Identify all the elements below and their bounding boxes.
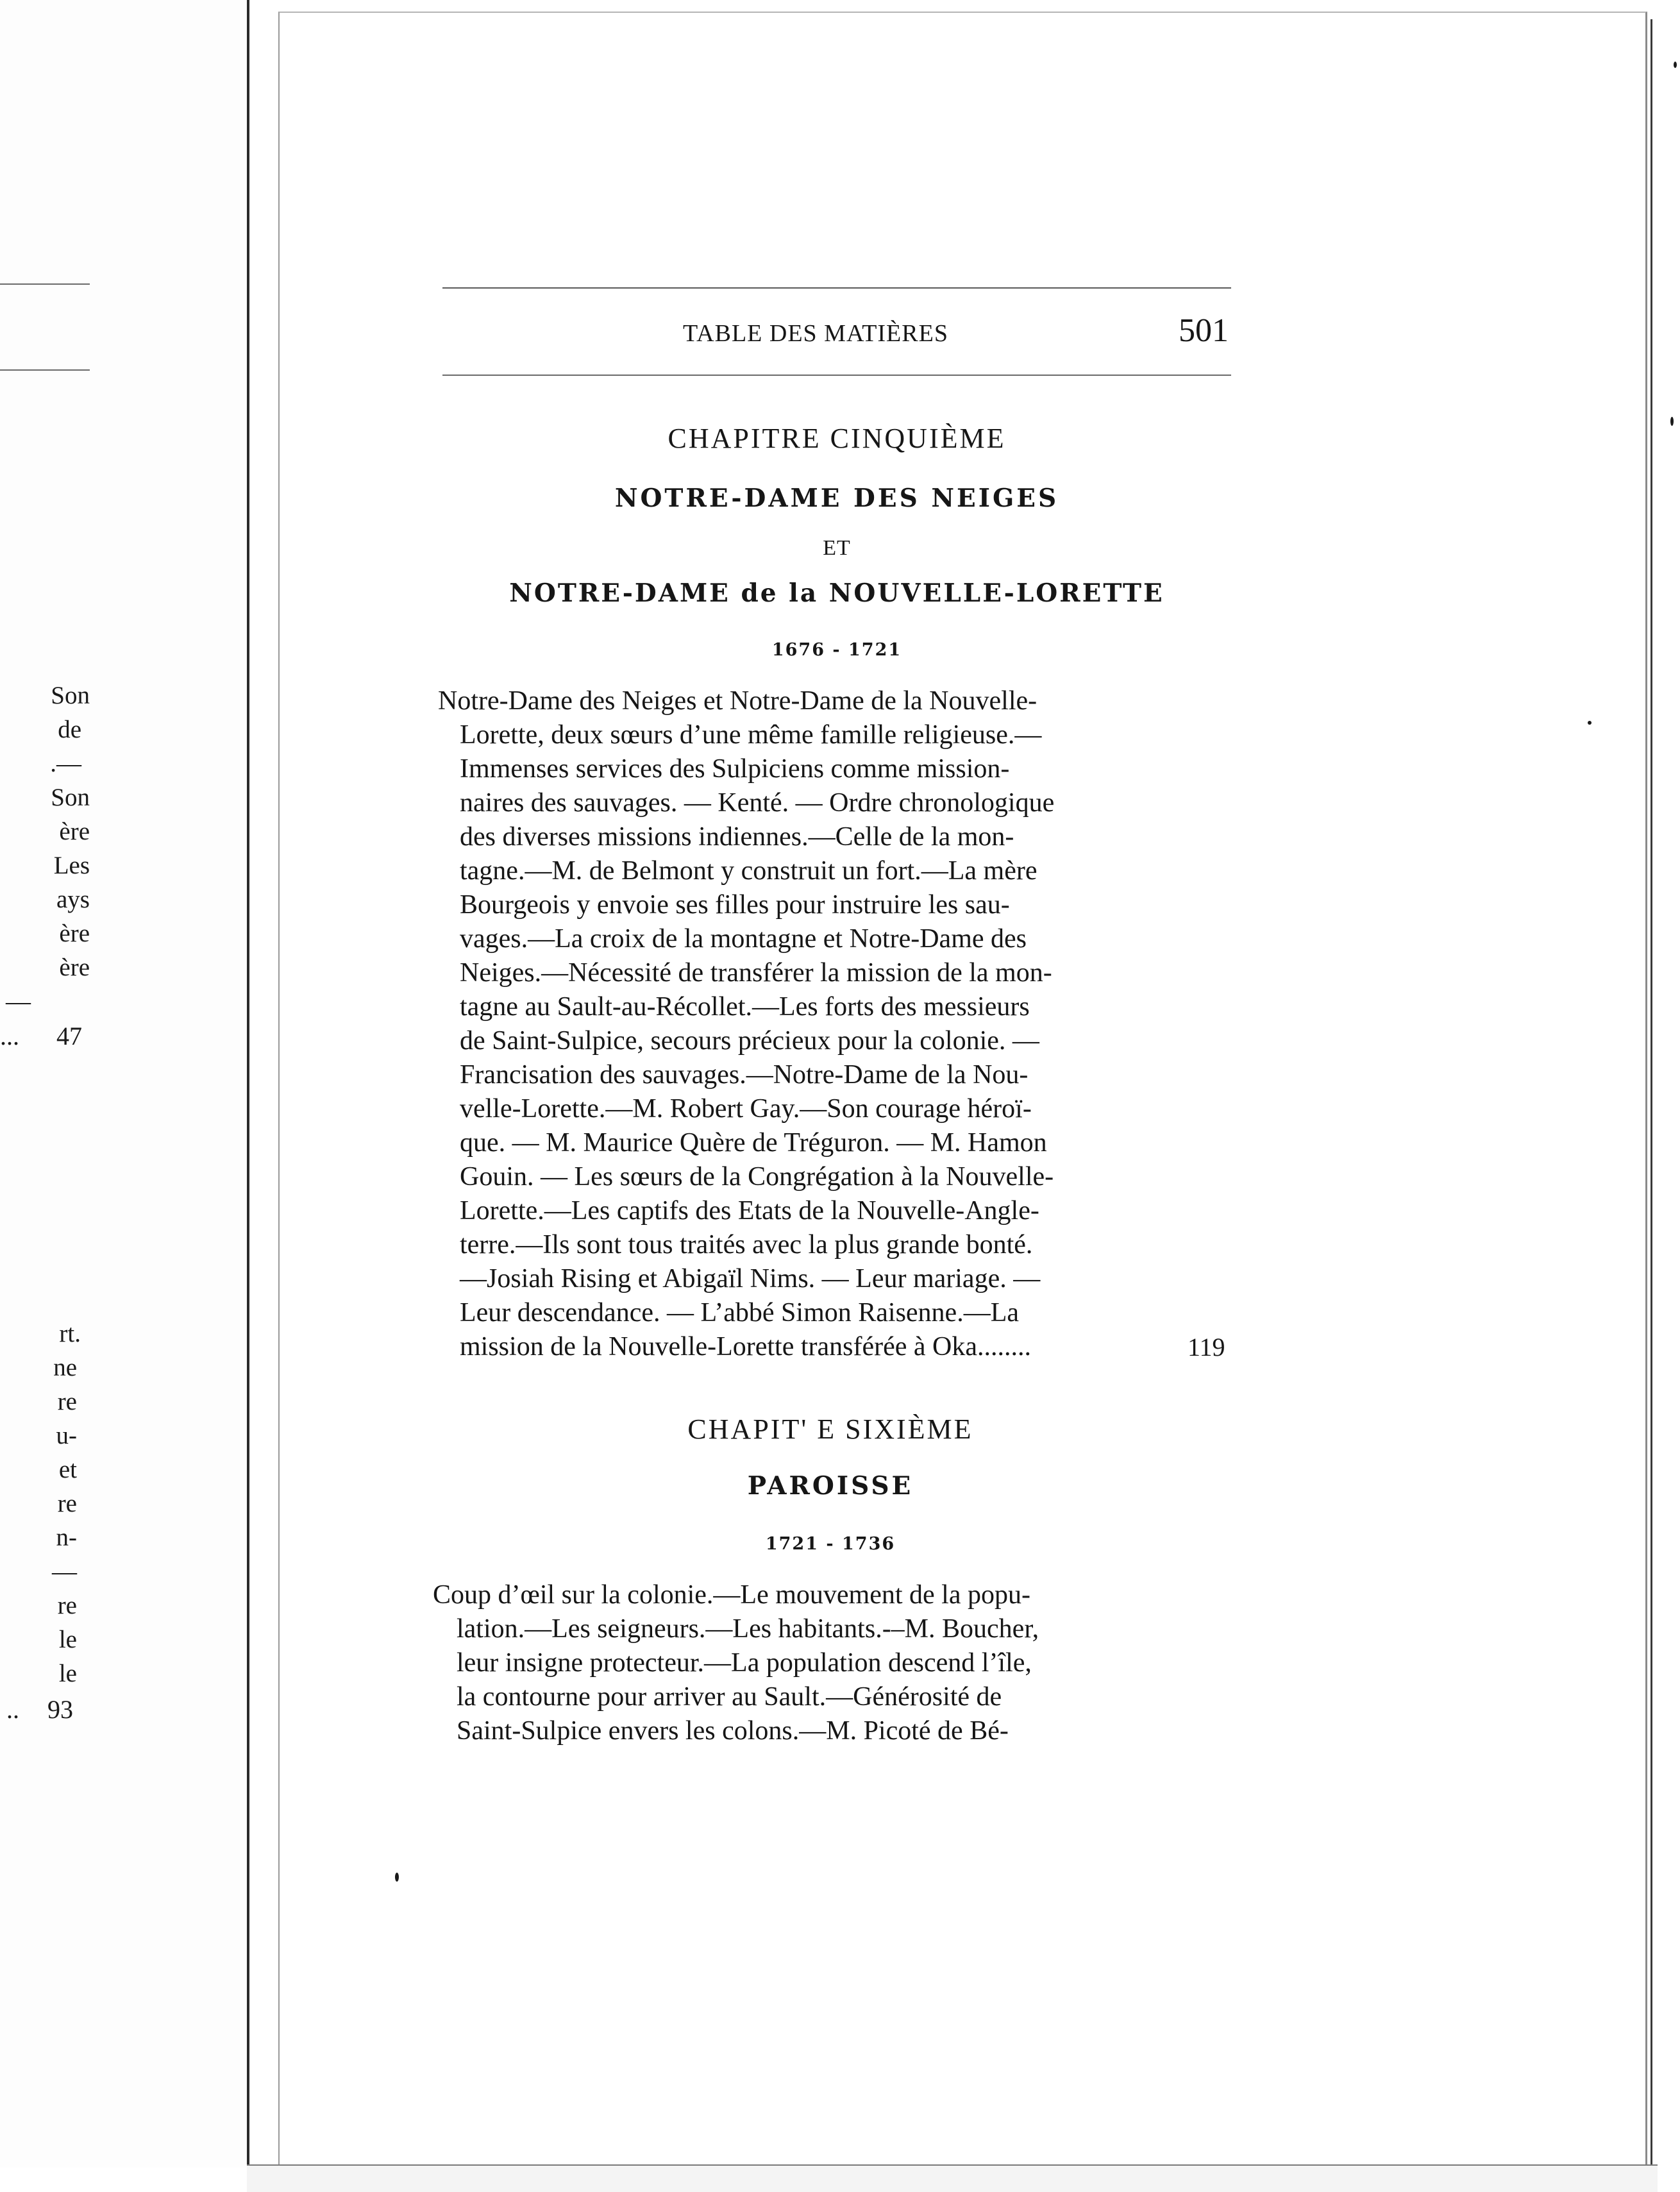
toc-summary-line: Gouin. — Les sœurs de la Congrégation à la Nouvelle- — [460, 1162, 1054, 1192]
facing-page-text: u- — [56, 1422, 77, 1449]
facing-page-text: Son — [51, 784, 90, 811]
toc-summary-line: Leur descendance. — L’abbé Simon Raisenne.—La — [460, 1298, 1019, 1328]
scan-speck — [1670, 417, 1674, 426]
toc-summary-line: terre.—Ils sont tous traités avec la plus grande bonté. — [460, 1230, 1033, 1260]
toc-summary-line: des diverses missions indiennes.—Celle de la mon- — [460, 822, 1014, 852]
facing-page-leader: ... — [0, 1022, 19, 1050]
facing-page-text: le — [58, 1626, 77, 1653]
toc-summary-line: leur insigne protecteur.—La population descend l’île, — [457, 1648, 1032, 1678]
facing-page-text: ère — [59, 818, 90, 845]
facing-page-text: le — [58, 1660, 77, 1687]
toc-summary-line: lation.—Les seigneurs.—Les habitants.-–M. Boucher, — [457, 1614, 1039, 1644]
facing-page-text: .— — [50, 750, 81, 777]
page-bottom-edge — [247, 2164, 1658, 2192]
facing-page-text: ays — [56, 886, 90, 913]
facing-page-number: 47 — [56, 1022, 82, 1050]
toc-summary-line: la contourne pour arriver au Sault.—Générosité de — [457, 1682, 1002, 1712]
facing-page-text: ère — [59, 920, 90, 947]
chapter-title-line: PAROISSE — [747, 1471, 914, 1501]
toc-summary-line: Bourgeois y envoie ses filles pour instruire les sau- — [460, 890, 1010, 920]
facing-page-text: et — [58, 1456, 77, 1483]
facing-page-text: de — [58, 716, 81, 743]
toc-summary-line: vages.—La croix de la montagne et Notre-Dame des — [460, 924, 1027, 954]
header-rule-bottom — [442, 375, 1231, 376]
chapter-title-line: NOTRE-DAME de la NOUVELLE-LORETTE — [509, 578, 1164, 608]
toc-summary-line: Neiges.—Nécessité de transférer la mission de la mon- — [460, 958, 1052, 988]
facing-page-rule — [0, 369, 90, 371]
facing-page-text: ère — [59, 954, 90, 981]
toc-summary-line: Immenses services des Sulpiciens comme mission- — [460, 754, 1010, 784]
toc-summary-line: mission de la Nouvelle-Lorette transférée à Oka........ — [460, 1332, 1032, 1362]
chapter-years: 1721 - 1736 — [765, 1534, 896, 1554]
toc-summary-line: Lorette.—Les captifs des Etats de la Nouvelle-Angle- — [460, 1196, 1039, 1226]
chapter-years: 1676 - 1721 — [771, 640, 902, 660]
toc-summary-line: Lorette, deux sœurs d’une même famille religieuse.— — [460, 720, 1042, 750]
scan-speck — [1674, 62, 1677, 68]
facing-page-text: re — [57, 1388, 77, 1415]
book-page — [278, 12, 1647, 2169]
scan-speck — [1588, 721, 1592, 725]
facing-page-text: — — [52, 1558, 77, 1585]
toc-page-reference: 119 — [1188, 1333, 1225, 1362]
toc-summary-line: que. — M. Maurice Quère de Tréguron. — M. Hamon — [460, 1128, 1047, 1158]
facing-page-text: n- — [56, 1524, 77, 1551]
toc-summary-line: —Josiah Rising et Abigaïl Nims. — Leur mariage. — — [460, 1264, 1041, 1294]
page-number: 501 — [1179, 312, 1229, 349]
facing-page-fragment — [0, 0, 249, 2168]
toc-summary-line: Notre-Dame des Neiges et Notre-Dame de la Nouvelle- — [438, 686, 1037, 716]
facing-page-rule — [0, 283, 90, 285]
facing-page-text: rt. — [59, 1320, 81, 1347]
facing-page-text: re — [57, 1490, 77, 1517]
toc-summary-line: Saint-Sulpice envers les colons.—M. Picoté de Bé- — [457, 1716, 1009, 1746]
facing-page-number: 93 — [47, 1695, 73, 1724]
facing-page-text: — — [6, 988, 31, 1015]
toc-summary-line: velle-Lorette.—M. Robert Gay.—Son courage héroï- — [460, 1094, 1032, 1124]
facing-page-text: re — [57, 1592, 77, 1619]
facing-page-text: ne — [53, 1354, 77, 1381]
toc-summary-line: Coup d’œil sur la colonie.—Le mouvement de la popu- — [433, 1580, 1030, 1610]
chapter-title-line: NOTRE-DAME DES NEIGES — [614, 484, 1059, 513]
header-rule-top — [442, 287, 1231, 289]
chapter-heading: CHAPITRE CINQUIÈME — [668, 423, 1006, 454]
chapter-title-conjunction: ET — [823, 536, 851, 560]
page-edge — [1651, 19, 1652, 2180]
facing-page-leader: .. — [6, 1695, 19, 1724]
facing-page-text: Les — [53, 852, 90, 879]
chapter-heading: CHAPIT' E SIXIÈME — [687, 1413, 973, 1445]
toc-summary-line: Francisation des sauvages.—Notre-Dame de la Nou- — [460, 1060, 1029, 1090]
toc-summary-line: de Saint-Sulpice, secours précieux pour la colonie. — — [460, 1026, 1039, 1056]
toc-summary-line: naires des sauvages. — Kenté. — Ordre chronologique — [460, 788, 1055, 818]
running-head-title: TABLE DES MATIÈRES — [683, 320, 948, 347]
scan-speck — [395, 1873, 399, 1882]
facing-page-text: Son — [51, 682, 90, 709]
toc-summary-line: tagne au Sault-au-Récollet.—Les forts des messieurs — [460, 992, 1030, 1022]
toc-summary-line: tagne.—M. de Belmont y construit un fort.—La mère — [460, 856, 1037, 886]
